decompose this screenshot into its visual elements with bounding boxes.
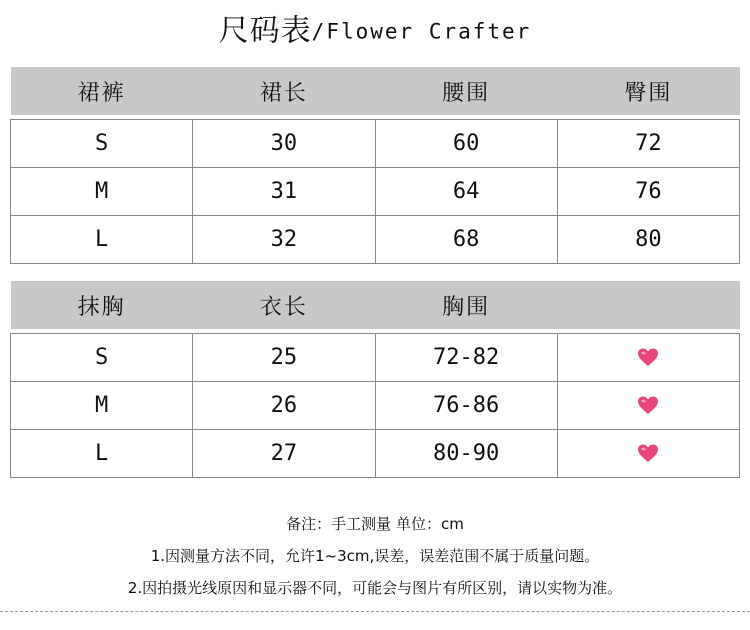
table-cell: L xyxy=(11,216,193,264)
table-cell: 60 xyxy=(375,120,557,168)
heart-icon xyxy=(637,396,659,416)
table-cell: 64 xyxy=(375,168,557,216)
heart-icon xyxy=(637,348,659,368)
table-row xyxy=(11,168,740,216)
table-cell xyxy=(557,382,739,430)
notes-header: 备注：手工测量 单位：cm xyxy=(286,515,464,533)
heart-icon xyxy=(637,444,659,464)
header-cell: 胸围 xyxy=(375,281,557,329)
table-cell: 72-82 xyxy=(375,334,557,382)
header-cell: 裙长 xyxy=(193,67,375,115)
table-cell: 76 xyxy=(557,168,739,216)
table-row xyxy=(11,334,740,382)
table-cell: 30 xyxy=(193,120,375,168)
table-cell: 32 xyxy=(193,216,375,264)
header-cell: 腰围 xyxy=(375,67,557,115)
tube-top-size-table xyxy=(10,281,740,478)
header-cell: 裙裤 xyxy=(11,67,193,115)
title-brand: /Flower Crafter xyxy=(311,19,532,44)
table-cell xyxy=(557,334,739,382)
table-cell: 80 xyxy=(557,216,739,264)
header-cell: 臀围 xyxy=(557,67,739,115)
note-line-1: 1.因测量方法不同，允许1~3cm,误差，误差范围不属于质量问题。 xyxy=(150,547,600,565)
table-header-row xyxy=(11,281,740,329)
dashed-divider xyxy=(0,611,750,612)
note-line-2: 2.因拍摄光线原因和显示器不同，可能会与图片有所区别，请以实物为准。 xyxy=(127,579,623,597)
table-cell: L xyxy=(11,430,193,478)
table-cell: 68 xyxy=(375,216,557,264)
table-cell: 72 xyxy=(557,120,739,168)
table-cell: M xyxy=(11,168,193,216)
header-cell: 抹胸 xyxy=(11,281,193,329)
table-cell: 80-90 xyxy=(375,430,557,478)
table-cell: 27 xyxy=(193,430,375,478)
table-cell: 26 xyxy=(193,382,375,430)
table-cell: S xyxy=(11,334,193,382)
table-row xyxy=(11,430,740,478)
size-chart-title xyxy=(0,8,750,54)
header-cell: 衣长 xyxy=(193,281,375,329)
table-cell: 76-86 xyxy=(375,382,557,430)
table-cell: M xyxy=(11,382,193,430)
table-row xyxy=(11,382,740,430)
table-cell xyxy=(557,430,739,478)
table-cell: 31 xyxy=(193,168,375,216)
title-chinese: 尺码表 xyxy=(218,13,312,49)
header-cell xyxy=(557,281,739,329)
skirt-size-table xyxy=(10,67,740,264)
table-row xyxy=(11,120,740,168)
table-cell: 25 xyxy=(193,334,375,382)
table-header-row xyxy=(11,67,740,115)
table-row xyxy=(11,216,740,264)
table-cell: S xyxy=(11,120,193,168)
